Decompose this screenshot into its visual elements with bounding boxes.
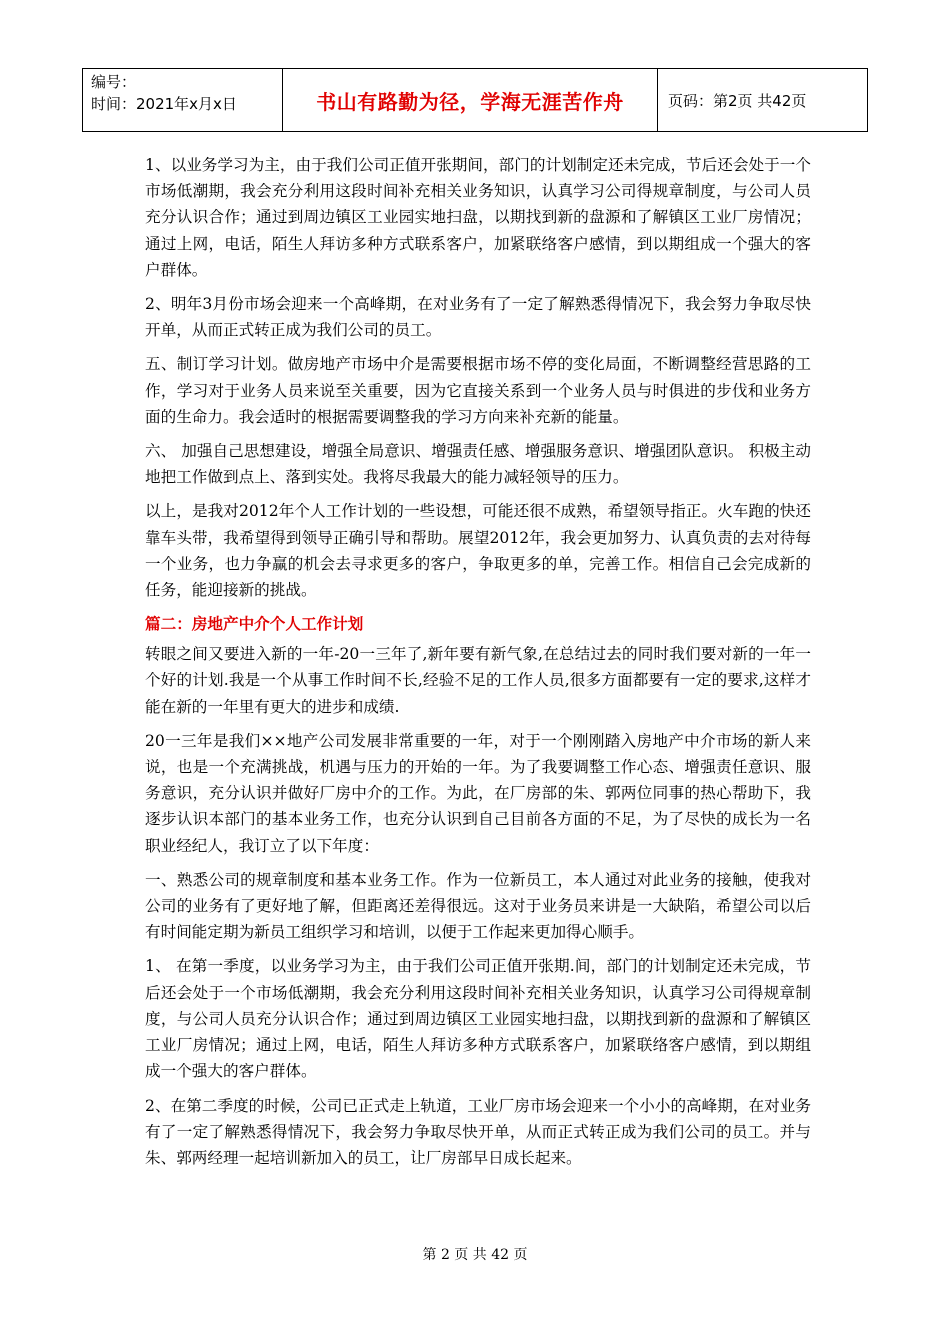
header-page-label: 页码：第2页 共42页 bbox=[668, 91, 807, 110]
paragraph: 2、在第二季度的时候，公司已正式走上轨道，工业厂房市场会迎来一个小小的高峰期，在对业务有了一定了解熟悉得情况下，我会努力争取尽快开单，从而正式转正成为我们公司的员工。并与朱、郭两经理一起培训新加入的员工，让厂房部早日成长起来。 bbox=[145, 1096, 811, 1167]
paragraph: 一、熟悉公司的规章制度和基本业务工作。作为一位新员工，本人通过对此业务的接触，使我对公司的业务有了更好地了解，但距离还差得很远。这对于业务员来讲是一大缺陷，希望公司以后有时间能定期为新员工组织学习和培训，以便于工作起来更加得心顺手。 bbox=[145, 870, 811, 942]
document-date-label: 时间：2021年x月x日 bbox=[91, 95, 237, 113]
paragraph: 五、制订学习计划。做房地产市场中介是需要根据市场不停的变化局面，不断调整经营思路的工作，学习对于业务人员来说至关重要，因为它直接关系到一个业务人员与时俱进的步伐和业务方面的生命力。我会适时的根据需要调整我的学习方向来补充新的能量。 bbox=[145, 355, 811, 426]
page-footer: 第 2 页 共 42 页 bbox=[422, 1247, 528, 1263]
header-info bbox=[83, 69, 283, 131]
paragraph: 以上，是我对2012年个人工作计划的一些设想，可能还很不成熟，希望领导指正。火车跑的快还靠车头带，我希望得到领导正确引导和帮助。展望2012年，我会更加努力、认真负责的去对待每一个业务，也力争赢的机会去寻求更多的客户，争取更多的单，完善工作。相信自己会完成新的任务，能迎接新的挑战。 bbox=[145, 502, 811, 600]
page-header bbox=[82, 68, 868, 132]
header-motto: 书山有路勤为径，学海无涯苦作舟 bbox=[283, 69, 658, 131]
paragraph: 20一三年是我们××地产公司发展非常重要的一年，对于一个刚刚踏入房地产中介市场的新人来说，也是一个充满挑战，机遇与压力的开始的一年。为了我要调整工作心态、增强责任意识、服务意识，充分认识并做好厂房中介的工作。为此，在厂房部的朱、郭两位同事的热心帮助下，我逐步认识本部门的基本业务工作，也充分认识到自己目前各方面的不足，为了尽快的成长为一名职业经纪人，我订立了以下年度： bbox=[145, 731, 811, 855]
document-number-label: 编号： bbox=[91, 73, 137, 91]
paragraph: 1、以业务学习为主，由于我们公司正值开张期间，部门的计划制定还未完成，节后还会处于一个市场低潮期，我会充分利用这段时间补充相关业务知识，认真学习公司得规章制度，与公司人员充分认识合作；通过到周边镇区工业园实地扫盘，以期找到新的盘源和了解镇区工业厂房情况；通过上网，电话，陌生人拜访多种方式联系客户，加紧联络客户感情，到以期组成一个强大的客户群体。 bbox=[145, 156, 811, 279]
paragraph: 2、明年3月份市场会迎来一个高峰期，在对业务有了一定了解熟悉得情况下，我会努力争取尽快开单，从而正式转正成为我们公司的员工。 bbox=[145, 295, 811, 340]
paragraph: 转眼之间又要进入新的一年-20一三年了,新年要有新气象,在总结过去的同时我们要对新的一年一个好的计划.我是一个从事工作时间不长,经验不足的工作人员,很多方面都要有一定的要求,这样才能在新的一年里有更大的进步和成绩. bbox=[145, 645, 811, 716]
section-heading: 篇二：房地产中介个人工作计划 bbox=[145, 615, 364, 634]
document-body bbox=[145, 152, 811, 1179]
paragraph: 1、 在第一季度，以业务学习为主，由于我们公司正值开张期.间，部门的计划制定还未完成，节后还会处于一个市场低潮期，我会充分利用这段时间补充相关业务知识，认真学习公司得规章制度，与公司人员充分认识合作；通过到周边镇区工业园实地扫盘，以期找到新的盘源和了解镇区工业厂房情况；通过上网，电话，陌生人拜访多种方式联系客户，加紧联络客户感情，到以期组成一个强大的客户群体。 bbox=[145, 957, 811, 1081]
paragraph: 六、 加强自己思想建设，增强全局意识、增强责任感、增强服务意识、增强团队意识。 积极主动地把工作做到点上、落到实处。我将尽我最大的能力减轻领导的压力。 bbox=[145, 442, 811, 487]
